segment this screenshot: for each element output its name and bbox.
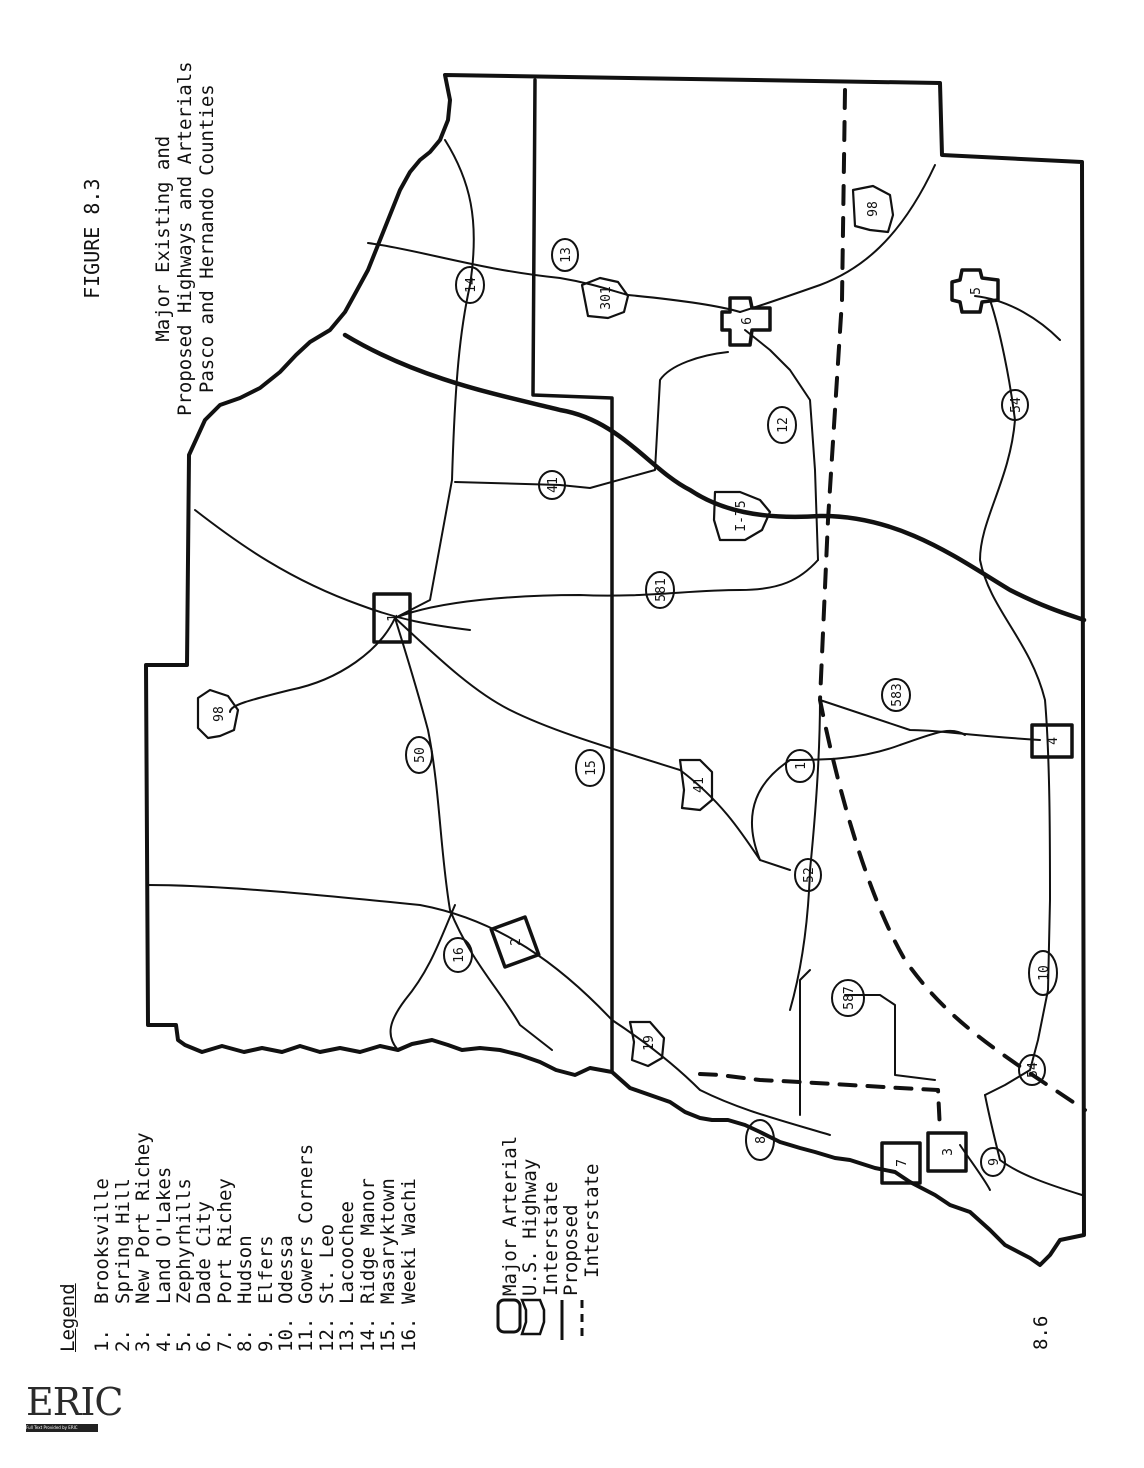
legend-places	[92, 1132, 419, 1352]
svg-text:587: 587	[842, 986, 857, 1010]
legend-num: 9.	[254, 1329, 277, 1352]
legend-num: 7.	[213, 1329, 236, 1352]
svg-text:16: 16	[452, 947, 467, 963]
svg-text:41: 41	[546, 477, 561, 493]
svg-text:1: 1	[794, 762, 809, 770]
legend-item	[133, 1132, 153, 1352]
title-line-2: Proposed Highways and Arterials	[174, 61, 196, 416]
legend-num: 1.	[91, 1329, 114, 1352]
svg-text:4: 4	[1046, 737, 1061, 745]
svg-text:3: 3	[941, 1148, 956, 1156]
figure-label: FIGURE 8.3	[80, 178, 104, 299]
svg-text:12: 12	[776, 417, 791, 433]
legend-place: Weeki Wachi	[397, 1178, 420, 1304]
legend-place: Brooksville	[91, 1178, 114, 1304]
legend-num: 4.	[152, 1329, 175, 1352]
legend-place: Dade City	[193, 1201, 216, 1304]
legend-place: Odessa	[275, 1235, 298, 1304]
svg-text:13: 13	[559, 247, 574, 263]
svg-text:15: 15	[584, 760, 599, 776]
us-highway-shields	[198, 186, 893, 1066]
legend-item	[92, 1132, 112, 1352]
svg-text:I-75: I-75	[734, 500, 749, 532]
legend-symbol-labels	[500, 1136, 602, 1296]
title-line-1: Major Existing and	[152, 135, 174, 342]
legend-item	[337, 1132, 357, 1352]
legend-place: Hudson	[234, 1235, 257, 1304]
legend-symbols	[498, 1300, 582, 1340]
eric-logo-text: ERIC	[26, 1380, 123, 1424]
legend-item	[235, 1132, 255, 1352]
legend-symbol-interstate: Interstate	[539, 1181, 562, 1296]
interstate-75	[345, 335, 1084, 620]
legend-item	[276, 1132, 296, 1352]
svg-text:9: 9	[987, 1158, 1002, 1166]
svg-text:54: 54	[1026, 1062, 1041, 1078]
legend-num: 2.	[111, 1329, 134, 1352]
town-markers	[374, 270, 1072, 1183]
svg-text:54: 54	[1009, 397, 1024, 413]
legend-place: Elfers	[254, 1235, 277, 1304]
legend-item	[174, 1132, 194, 1352]
proposed-interstate	[820, 90, 1085, 1110]
legend-us-highway-symbol	[522, 1300, 544, 1334]
legend-symbol-proposed: Proposed	[560, 1204, 583, 1296]
legend-symbol-us-highway: U.S. Highway	[519, 1158, 542, 1296]
legend-num: 15.	[377, 1317, 400, 1352]
page-number: 8.6	[1030, 1315, 1052, 1350]
svg-text:2: 2	[509, 938, 524, 946]
legend-num: 10.	[275, 1317, 298, 1352]
svg-text:98: 98	[866, 201, 881, 217]
county-divider	[533, 80, 612, 1072]
legend-item	[317, 1132, 337, 1352]
legend-symbol-major-arterial: Major Arterial	[499, 1135, 521, 1296]
legend-item	[358, 1132, 378, 1352]
svg-text:583: 583	[890, 683, 905, 707]
title-line-3: Pasco and Hernando Counties	[196, 84, 218, 394]
title-block	[80, 61, 218, 416]
legend-place: Ridge Manor	[356, 1178, 379, 1304]
eric-logo	[22, 1380, 123, 1434]
legend-place: Zephyrhills	[173, 1178, 196, 1304]
legend-num: 11.	[295, 1317, 318, 1352]
legend-item	[113, 1132, 133, 1352]
legend-title: Legend	[57, 1283, 79, 1352]
legend-place: Land O'Lakes	[152, 1166, 175, 1304]
legend-item	[399, 1132, 419, 1352]
svg-text:7: 7	[895, 1159, 910, 1167]
legend-place: St. Leo	[315, 1223, 338, 1304]
legend-place: Port Richey	[213, 1178, 236, 1304]
legend-item	[194, 1132, 214, 1352]
svg-text:1: 1	[386, 614, 401, 622]
svg-text:50: 50	[413, 747, 428, 763]
legend-num: 6.	[193, 1329, 216, 1352]
legend-item	[215, 1132, 235, 1352]
svg-text:10: 10	[1037, 965, 1052, 981]
svg-text:14: 14	[464, 277, 479, 293]
legend-num: 14.	[356, 1317, 379, 1352]
legend-place: Gowers Corners	[295, 1143, 318, 1304]
svg-text:19: 19	[642, 1035, 657, 1051]
legend-item	[154, 1132, 174, 1352]
legend-num: 16.	[397, 1317, 420, 1352]
svg-text:301: 301	[599, 286, 614, 310]
legend-place: Lacoochee	[336, 1201, 359, 1304]
legend-num: 5.	[173, 1329, 196, 1352]
svg-text:6: 6	[740, 317, 755, 325]
legend-num: 12.	[315, 1317, 338, 1352]
legend-num: 8.	[234, 1329, 257, 1352]
svg-text:581: 581	[654, 578, 669, 602]
legend-num: 13.	[336, 1317, 359, 1352]
svg-text:98: 98	[212, 706, 227, 722]
legend-place: Spring Hill	[111, 1178, 134, 1304]
legend	[58, 1132, 419, 1352]
legend-place: New Port Richey	[132, 1132, 155, 1304]
legend-item	[378, 1132, 398, 1352]
svg-text:41: 41	[692, 777, 707, 793]
svg-text:8: 8	[754, 1136, 769, 1144]
legend-num: 3.	[132, 1329, 155, 1352]
county-boundary	[146, 75, 1084, 1265]
legend-item	[256, 1132, 276, 1352]
svg-text:52: 52	[802, 867, 817, 883]
legend-place: Masaryktown	[377, 1178, 400, 1304]
svg-text:5: 5	[969, 287, 984, 295]
legend-item	[296, 1132, 316, 1352]
eric-logo-tagline: Full Text Provided by ERIC	[26, 1424, 98, 1432]
legend-major-arterial-symbol	[498, 1300, 520, 1332]
legend-symbol-proposed-interstate: Interstate	[580, 1163, 603, 1278]
